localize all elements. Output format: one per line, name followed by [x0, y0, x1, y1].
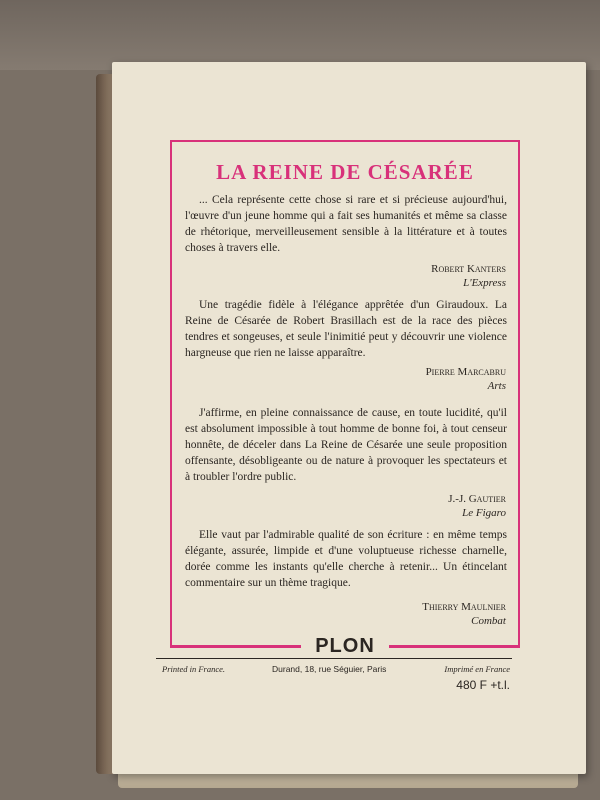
background: [0, 0, 600, 70]
publisher-rule-left: [170, 645, 301, 647]
footer-printed: Printed in France.: [162, 664, 226, 674]
footer-printer-address: Durand, 18, rue Séguier, Paris: [272, 664, 387, 674]
price-label: 480 F +t.l.: [456, 678, 510, 692]
review-1-publication: L'Express: [463, 277, 506, 289]
review-1-text: ... Cela représente cette chose si rare et si précieuse aujourd'hui, l'œuvre d'un jeune homme qui a fait ses humanités et même sa classe de rhétorique, merveilleusement sensible à la littérature et à toutes choses à travers elle.: [185, 194, 507, 254]
review-3-attribution: [448, 492, 506, 520]
review-1-author: Robert Kanters: [431, 263, 506, 275]
review-4-text: Elle vaut par l'admirable qualité de son écriture : en même temps élégante, assurée, limpide et d'une voluptueuse richesse charnelle, dorée comme les instants qu'elle cherche à retenir... Un étincelant commentaire sur un thème tragique.: [185, 529, 507, 589]
publisher-rule-right: [389, 645, 520, 647]
review-3-publication: Le Figaro: [462, 507, 506, 519]
book-title: LA REINE DE CÉSARÉE: [216, 160, 474, 184]
review-text: [185, 405, 507, 485]
review-text: [185, 192, 507, 256]
review-1-attribution: [431, 262, 506, 290]
review-text: [185, 527, 507, 591]
review-2-publication: Arts: [487, 380, 506, 392]
review-3-author: J.-J. Gautier: [448, 493, 506, 505]
publisher-logo: PLON: [301, 635, 389, 658]
review-text: [185, 297, 507, 361]
review-2-author: Pierre Marcabru: [425, 366, 506, 378]
review-2-attribution: [426, 365, 506, 393]
review-3-text: J'affirme, en pleine connaissance de cause, en toute lucidité, qu'il est absolument impossible à tout homme de bonne foi, à tout censeur honnête, de déceler dans La Reine de Césarée une seule proposition offensante, désobligeante ou de nature à provoquer les spectateurs et à troubler l'ordre public.: [185, 407, 507, 483]
review-4-author: Thierry Maulnier: [422, 601, 506, 613]
publisher-bar: [170, 632, 520, 660]
review-4-attribution: [422, 600, 506, 628]
review-4-publication: Combat: [471, 615, 506, 627]
footer-imprime: Imprimé en France: [444, 664, 510, 674]
footer-rule: [156, 658, 512, 659]
review-2-text: Une tragédie fidèle à l'élégance apprêtée d'un Giraudoux. La Reine de Césarée de Robert Brasillach est de la race des pièces tendres et songeuses, et seule l'inimitié peut y découvrir une violence hargneuse que rien ne laisse apparaître.: [185, 299, 507, 359]
